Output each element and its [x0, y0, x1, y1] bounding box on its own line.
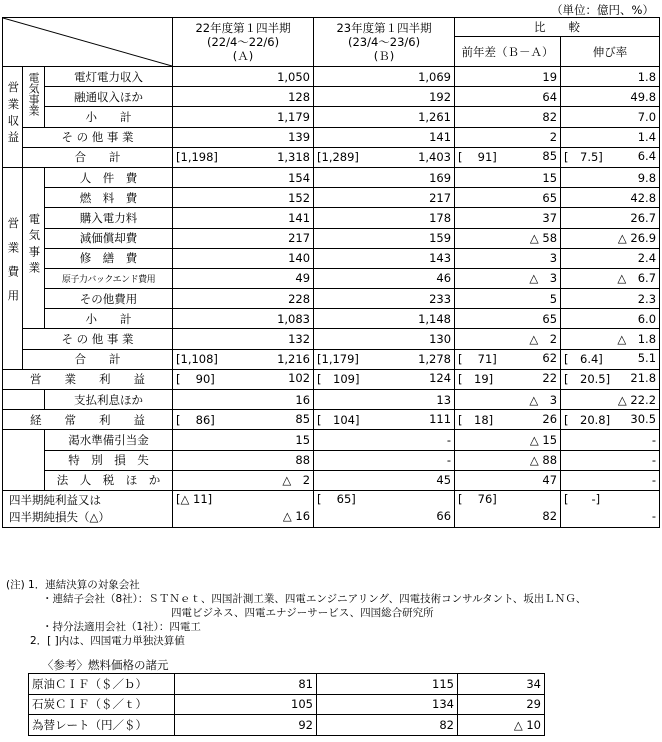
row-label: 人 件 費 [45, 167, 173, 187]
value-diff: 65 [455, 188, 561, 208]
value-b: 134 [317, 694, 458, 715]
bracket-value: [ 6.4] [564, 352, 603, 367]
value-rate: 42.8 [561, 188, 660, 208]
bracket-value: [ -] [564, 491, 601, 506]
reference-table [28, 673, 545, 736]
table-row [3, 289, 660, 309]
expense-label: 営業費用 [3, 167, 23, 369]
table-row [3, 208, 660, 228]
expense-electric-label: 電気事業 [23, 167, 45, 329]
table-row [3, 127, 660, 147]
row-label: 渇水準備引当金 [45, 430, 173, 450]
value-b: [1,179] 1,278 [314, 349, 455, 369]
value-rate: - [561, 430, 660, 450]
value-diff: 37 [455, 208, 561, 228]
value-diff: [ 71] 62 [455, 349, 561, 369]
bracket-value: [ 20.8] [564, 412, 611, 427]
value-rate: - [561, 450, 660, 470]
revenue-electric-label: 電気事業 [23, 67, 45, 128]
row-label: 原油ＣＩＦ（＄／ｂ） [29, 674, 175, 695]
financial-results-table [2, 17, 660, 528]
bracket-value: [ 76] [458, 491, 497, 506]
value-diff: 34 [458, 674, 545, 695]
value-rate: 9.8 [561, 167, 660, 187]
value-a: 139 [173, 127, 314, 147]
table-row [3, 470, 660, 490]
value-a: 140 [173, 248, 314, 268]
header-corner [3, 18, 173, 67]
table-row [3, 147, 660, 167]
value-rate: △ 26.9 [561, 228, 660, 248]
row-label: 小 計 [45, 107, 173, 127]
value-b: 45 [314, 470, 455, 490]
table-row [3, 67, 660, 87]
value-a: 228 [173, 289, 314, 309]
row-label: 修 繕 費 [45, 248, 173, 268]
value-diff: 29 [458, 694, 545, 715]
blank-cell [3, 390, 45, 410]
value-diff: [ 18] 26 [455, 410, 561, 430]
table-row [3, 349, 660, 369]
table-row [3, 430, 660, 450]
value-b: 233 [314, 289, 455, 309]
table-row [3, 390, 660, 410]
value-a: [1,108] 1,216 [173, 349, 314, 369]
value-b: 143 [314, 248, 455, 268]
value-diff: [ 91] 85 [455, 147, 561, 167]
row-label: 合 計 [23, 349, 173, 369]
value-rate: [ 20.8] 30.5 [561, 410, 660, 430]
value-a: 105 [175, 694, 317, 715]
value-b: 141 [314, 127, 455, 147]
table-row [3, 228, 660, 248]
bracket-value: [ 18] [458, 412, 494, 427]
value-diff: 3 [455, 248, 561, 268]
value-diff: 64 [455, 87, 561, 107]
value-diff: 82 [455, 107, 561, 127]
value-diff: △ 2 [455, 329, 561, 349]
value-b: - [314, 430, 455, 450]
value-b: - [314, 450, 455, 470]
value-diff: 2 [455, 127, 561, 147]
value-rate: 6.0 [561, 309, 660, 329]
header-col-b: 23年度第１四半期 (23/4～23/6) (Ｂ) [314, 18, 455, 67]
value-b: 192 [314, 87, 455, 107]
value-diff: △ 88 [455, 450, 561, 470]
value-rate: 2.3 [561, 289, 660, 309]
header-col-a: 22年度第１四半期 (22/4～22/6) (Ａ) [173, 18, 314, 67]
value-b: 159 [314, 228, 455, 248]
value-b: [ 109] 124 [314, 369, 455, 389]
value-b: 217 [314, 188, 455, 208]
row-label: 小 計 [45, 309, 173, 329]
table-row [3, 329, 660, 349]
value-diff: △ 3 [455, 268, 561, 288]
revenue-label: 営業収益 [3, 67, 23, 168]
bracket-value: [ 90] [176, 372, 215, 387]
blank-cell [3, 430, 45, 491]
table-row [29, 694, 545, 715]
table-row [3, 309, 660, 329]
note-line: ・持分法適用会社（1社）：四電工 [42, 621, 201, 633]
value-rate: 1.8 [561, 67, 660, 87]
value-diff: △ 10 [458, 715, 545, 736]
value-diff: 19 [455, 67, 561, 87]
header-diff: 前年差（Ｂ－Ａ） [455, 37, 561, 67]
value-b: 1,261 [314, 107, 455, 127]
value-rate: △ 6.7 [561, 268, 660, 288]
notes [6, 578, 586, 648]
value-diff: 5 [455, 289, 561, 309]
value-a: 217 [173, 228, 314, 248]
table-row [3, 268, 660, 288]
row-label: 電灯電力収入 [45, 67, 173, 87]
row-label: 融通収入ほか [45, 87, 173, 107]
table-row [3, 410, 660, 430]
value-a: [ 90] 102 [173, 369, 314, 389]
bracket-value: [ 7.5] [564, 150, 603, 165]
header-row-1 [3, 18, 660, 37]
value-b: 46 [314, 268, 455, 288]
value-a: 1,083 [173, 309, 314, 329]
value-a: 16 [173, 390, 314, 410]
value-b: 178 [314, 208, 455, 228]
value-a: △ 2 [173, 470, 314, 490]
value-rate: 49.8 [561, 87, 660, 107]
value-rate: [ -] - [561, 490, 660, 527]
value-a: 132 [173, 329, 314, 349]
bracket-value: [ 71] [458, 352, 497, 367]
table-row [3, 167, 660, 187]
reference-title: 〈参考〉燃料価格の諸元 [42, 658, 169, 672]
row-label: 営 業 利 益 [3, 369, 173, 389]
value-a: 81 [175, 674, 317, 695]
value-rate: 2.4 [561, 248, 660, 268]
value-a: 49 [173, 268, 314, 288]
table-row [3, 450, 660, 470]
table-row [3, 87, 660, 107]
table-row [3, 107, 660, 127]
row-label: 原子力バックエンド費用 [45, 268, 173, 288]
table-row [3, 369, 660, 389]
value-rate: 26.7 [561, 208, 660, 228]
value-diff: △ 15 [455, 430, 561, 450]
row-label: 為替レート（円／＄） [29, 715, 175, 736]
value-a: 88 [173, 450, 314, 470]
value-a: 1,179 [173, 107, 314, 127]
row-label: 石炭ＣＩＦ（＄／ｔ） [29, 694, 175, 715]
row-label: 特 別 損 失 [45, 450, 173, 470]
table-row [29, 715, 545, 736]
value-diff: [ 19] 22 [455, 369, 561, 389]
value-b: 82 [317, 715, 458, 736]
row-label: 購入電力料 [45, 208, 173, 228]
row-label: 支払利息ほか [45, 390, 173, 410]
value-a: 92 [175, 715, 317, 736]
header-rate: 伸び率 [561, 37, 660, 67]
value-rate: △ 1.8 [561, 329, 660, 349]
row-label: 経 常 利 益 [3, 410, 173, 430]
value-a: 152 [173, 188, 314, 208]
bracket-value: [ 20.5] [564, 372, 611, 387]
bracket-value: [ 104] [317, 412, 360, 427]
table-row [3, 490, 660, 527]
row-label: 減価償却費 [45, 228, 173, 248]
value-a: 1,050 [173, 67, 314, 87]
value-rate: [ 7.5] 6.4 [561, 147, 660, 167]
bracket-value: [1,198] [176, 150, 218, 165]
value-a: [ 86] 85 [173, 410, 314, 430]
row-label: そ の 他 事 業 [23, 127, 173, 147]
row-label: そ の 他 事 業 [23, 329, 173, 349]
value-a: 141 [173, 208, 314, 228]
value-b: 13 [314, 390, 455, 410]
value-diff: 15 [455, 167, 561, 187]
value-b: 130 [314, 329, 455, 349]
value-diff: [ 76] 82 [455, 490, 561, 527]
value-rate: △ 22.2 [561, 390, 660, 410]
value-b: [1,289] 1,403 [314, 147, 455, 167]
bracket-value: [1,108] [176, 352, 218, 367]
bracket-value: [ 109] [317, 372, 360, 387]
value-b: 169 [314, 167, 455, 187]
value-diff: △ 3 [455, 390, 561, 410]
unit-note: （単位：億円、%） [551, 3, 654, 17]
value-rate: - [561, 470, 660, 490]
row-label: 燃 料 費 [45, 188, 173, 208]
value-diff: △ 58 [455, 228, 561, 248]
table-row [3, 248, 660, 268]
value-rate: [ 6.4] 5.1 [561, 349, 660, 369]
bracket-value: [1,289] [317, 150, 359, 165]
value-rate: 7.0 [561, 107, 660, 127]
value-a: 154 [173, 167, 314, 187]
value-b: 1,148 [314, 309, 455, 329]
bracket-value: [ 86] [176, 412, 215, 427]
bracket-value: [1,179] [317, 352, 359, 367]
note-line: 2．[ ]内は、四国電力単独決算値 [30, 635, 185, 647]
value-diff: 47 [455, 470, 561, 490]
note-line: (注) 1．連結決算の対象会社 [6, 579, 140, 591]
table-row [29, 674, 545, 695]
header-compare: 比 較 [455, 18, 660, 37]
value-rate: [ 20.5] 21.8 [561, 369, 660, 389]
value-b: [ 104] 111 [314, 410, 455, 430]
table-row [3, 188, 660, 208]
value-b: [ 65] 66 [314, 490, 455, 527]
bracket-value: [ 65] [317, 491, 356, 506]
value-a: [△ 11] △ 16 [173, 490, 314, 527]
value-b: 1,069 [314, 67, 455, 87]
row-label: その他費用 [45, 289, 173, 309]
bracket-value: [△ 11] [176, 491, 213, 506]
bracket-value: [ 91] [458, 150, 497, 165]
note-line: 四電ビジネス、四電エナジーサービス、四国総合研究所 [171, 607, 434, 619]
row-label: 合 計 [23, 147, 173, 167]
value-a: 15 [173, 430, 314, 450]
note-line: ・連結子会社（8社）：ＳＴＮｅｔ、四国計測工業、四電エンジニアリング、四電技術コンサルタント、坂出ＬＮＧ、 [42, 593, 587, 605]
row-label: 四半期純利益又は 四半期純損失（△） [3, 490, 173, 527]
value-a: 128 [173, 87, 314, 107]
value-b: 115 [317, 674, 458, 695]
value-rate: 1.4 [561, 127, 660, 147]
row-label: 法 人 税 ほ か [45, 470, 173, 490]
bracket-value: [ 19] [458, 372, 494, 387]
value-a: [1,198] 1,318 [173, 147, 314, 167]
value-diff: 65 [455, 309, 561, 329]
